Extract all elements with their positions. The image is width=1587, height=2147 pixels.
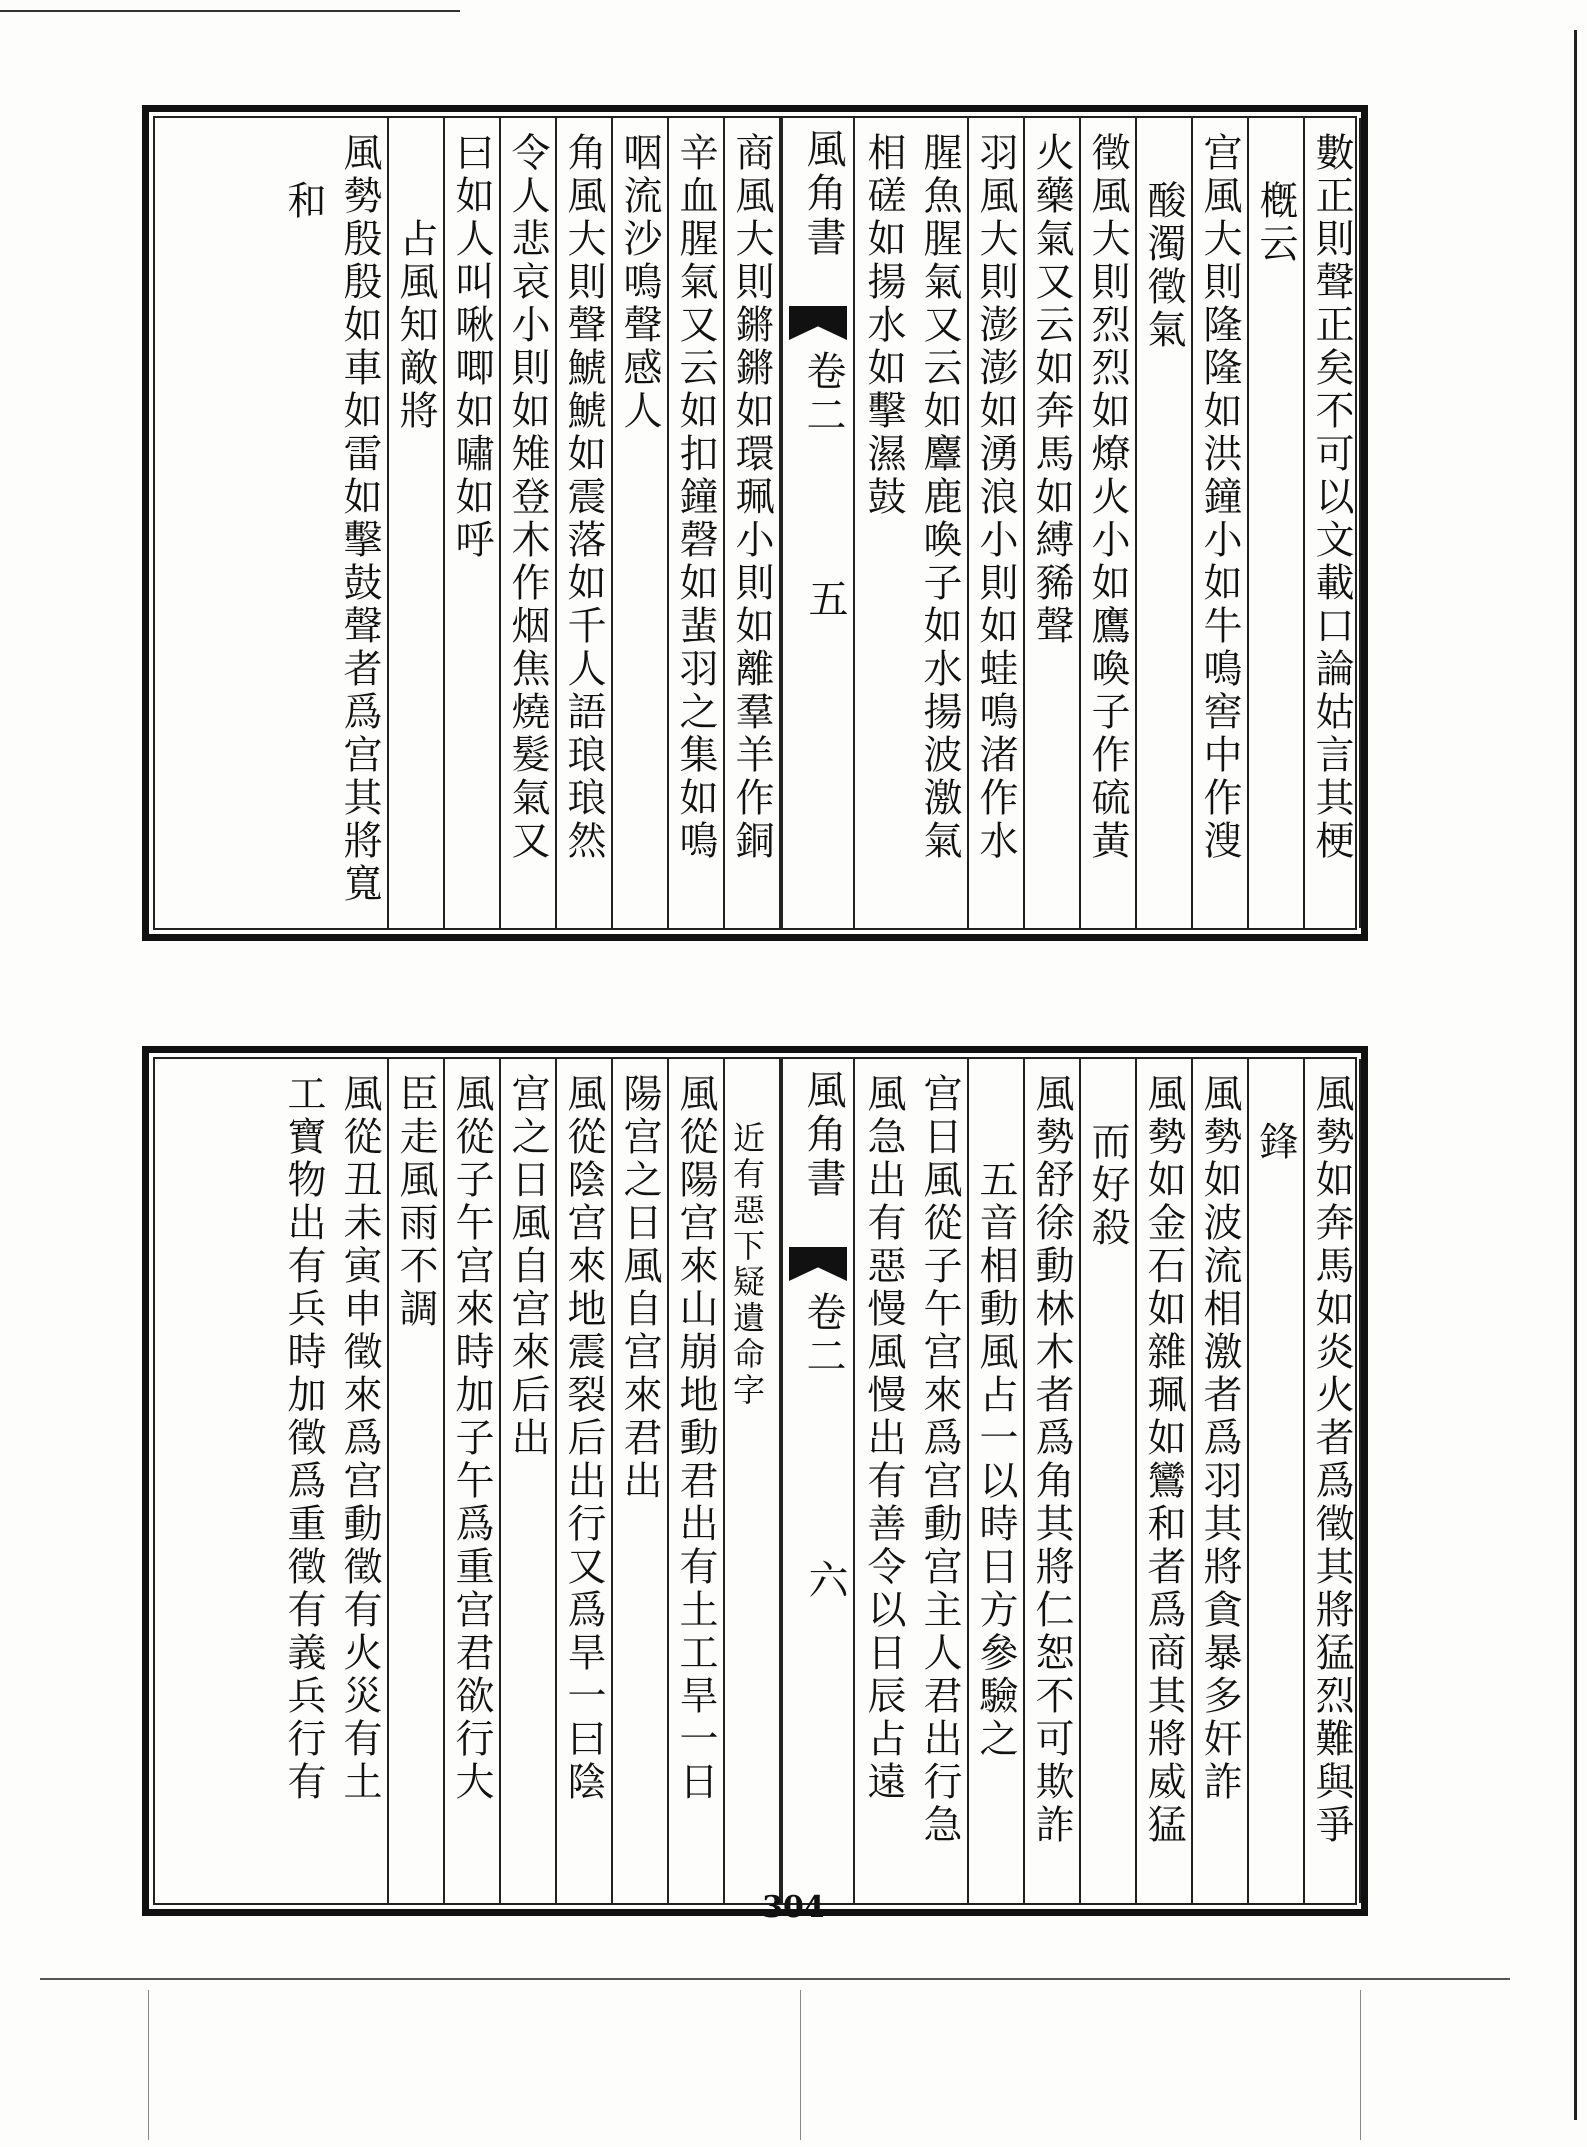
column-text: 辛血腥氣又云如扣鐘磬如蜚羽之集如鳴 xyxy=(673,132,718,863)
text-column xyxy=(275,1059,331,1903)
column-text: 近有惡下疑遺命字 xyxy=(728,1121,766,1409)
inner-frame xyxy=(153,1057,1357,1905)
column-text: 風從子午宫來時加子午爲重宫君欲行大 xyxy=(449,1073,494,1804)
text-column xyxy=(1079,118,1137,928)
text-column xyxy=(1191,118,1249,928)
text-column xyxy=(331,1059,389,1903)
text-column xyxy=(611,118,669,928)
text-column xyxy=(331,118,389,928)
column-text: 占風知敵將 xyxy=(393,218,438,433)
center-margin xyxy=(781,118,855,928)
column-text: 五音相動風占一以時日方參驗之 xyxy=(973,1159,1018,1761)
text-column xyxy=(667,118,725,928)
column-text: 風勢如奔馬如炎火者爲徵其將猛烈難與爭 xyxy=(1309,1073,1354,1847)
scan-bottom-rule xyxy=(40,1978,1510,1980)
center-margin xyxy=(781,1059,855,1903)
text-column xyxy=(1079,1059,1137,1903)
text-column xyxy=(855,118,911,928)
column-text: 宫日風從子午宫來爲宫動宫主人君出行急 xyxy=(917,1073,962,1847)
scan-artifact-line xyxy=(148,1990,149,2140)
text-column xyxy=(275,118,331,928)
text-column xyxy=(967,1059,1025,1903)
text-column xyxy=(443,1059,501,1903)
text-column xyxy=(723,118,781,928)
text-column xyxy=(1247,1059,1305,1903)
text-column xyxy=(387,1059,445,1903)
column-text: 鋒 xyxy=(1253,1121,1298,1164)
text-column xyxy=(1303,118,1361,928)
text-column xyxy=(1303,1059,1361,1903)
column-text: 酸濁徵氣 xyxy=(1141,180,1186,352)
text-column xyxy=(911,1059,969,1903)
column-text: 和 xyxy=(281,180,326,223)
text-column xyxy=(499,118,557,928)
column-text: 宫風大則隆隆如洪鐘小如牛鳴窖中作溲 xyxy=(1197,132,1242,863)
column-text: 風勢如波流相激者爲羽其將貪暴多奸詐 xyxy=(1197,1073,1242,1804)
column-text: 槪云 xyxy=(1253,180,1298,266)
text-column xyxy=(611,1059,669,1903)
column-text: 徵風大則烈烈如燎火小如鷹喚子作硫黃 xyxy=(1085,132,1130,863)
text-column xyxy=(499,1059,557,1903)
scan-artifact-line xyxy=(1360,1990,1361,2140)
column-text: 臣走風雨不調 xyxy=(393,1073,438,1331)
page-number: 304 xyxy=(762,1890,825,1925)
column-text: 商風大則鏘鏘如環珮小則如離羣羊作銅 xyxy=(729,132,774,863)
column-text: 咽流沙鳴聲感人 xyxy=(617,132,662,433)
column-text: 宫之日風自宫來后出 xyxy=(505,1073,550,1460)
column-text: 陽宫之日風自宫來君出 xyxy=(617,1073,662,1503)
inner-frame xyxy=(153,116,1357,930)
column-text: 風勢殷殷如車如雷如擊鼓聲者爲宫其將寬 xyxy=(337,132,382,906)
text-column xyxy=(723,1059,781,1903)
text-column xyxy=(1023,1059,1081,1903)
column-text: 羽風大則澎澎如湧浪小則如蛙鳴渚作水 xyxy=(973,132,1018,863)
page-block-top xyxy=(142,105,1368,941)
text-column xyxy=(555,1059,613,1903)
fish-tail-mark-icon xyxy=(789,306,847,340)
column-text: 風勢舒徐動林木者爲角其將仁恕不可欺詐 xyxy=(1029,1073,1074,1847)
column-text: 火藥氣又云如奔馬如縛豨聲 xyxy=(1029,132,1074,648)
text-column xyxy=(1135,118,1193,928)
column-text: 工寶物出有兵時加徵爲重徵有義兵行有 xyxy=(281,1073,326,1804)
column-text: 曰如人叫啾唧如嘯如呼 xyxy=(449,132,494,562)
text-column xyxy=(555,118,613,928)
text-column xyxy=(1023,118,1081,928)
page-block-bottom xyxy=(142,1046,1368,1916)
column-text: 風從陽宫來山崩地動君出有土工旱一日 xyxy=(673,1073,718,1804)
text-column xyxy=(855,1059,911,1903)
folio-number: 五 xyxy=(802,578,848,618)
text-column xyxy=(967,118,1025,928)
folio-number: 六 xyxy=(802,1559,848,1599)
text-column xyxy=(443,118,501,928)
text-column xyxy=(911,118,969,928)
text-column xyxy=(1191,1059,1249,1903)
volume-label: 卷二 xyxy=(800,350,846,438)
column-text: 令人悲哀小則如雉登木作烟焦燒髮氣又 xyxy=(505,132,550,863)
volume-label: 卷二 xyxy=(800,1291,846,1379)
scan-page-edge xyxy=(1574,30,1577,2120)
column-text: 角風大則聲鯱鯱如震落如千人語琅琅然 xyxy=(561,132,606,863)
column-text: 相磋如揚水如擊濕鼓 xyxy=(861,132,906,519)
fish-tail-mark-icon xyxy=(789,1247,847,1281)
text-column xyxy=(1247,118,1305,928)
column-text: 風勢如金石如雜珮如鸞和者爲商其將威猛 xyxy=(1141,1073,1186,1847)
column-text: 數正則聲正矣不可以文載口論姑言其梗 xyxy=(1309,132,1354,863)
scan-top-rule xyxy=(0,10,460,12)
text-column xyxy=(1135,1059,1193,1903)
column-text: 腥魚腥氣又云如麞鹿喚子如水揚波激氣 xyxy=(917,132,962,863)
column-text: 風急出有惡慢風慢出有善令以日辰占遠 xyxy=(861,1073,906,1804)
column-text: 風從丑未寅申徵來爲宫動徵有火災有土 xyxy=(337,1073,382,1804)
book-title: 風角書 xyxy=(800,128,846,260)
column-text: 風從陰宫來地震裂后出行又爲旱一曰陰 xyxy=(561,1073,606,1804)
column-text: 而好殺 xyxy=(1085,1121,1130,1250)
text-column xyxy=(667,1059,725,1903)
text-column xyxy=(387,118,445,928)
book-title: 風角書 xyxy=(800,1069,846,1201)
scan-artifact-line xyxy=(800,1990,801,2140)
